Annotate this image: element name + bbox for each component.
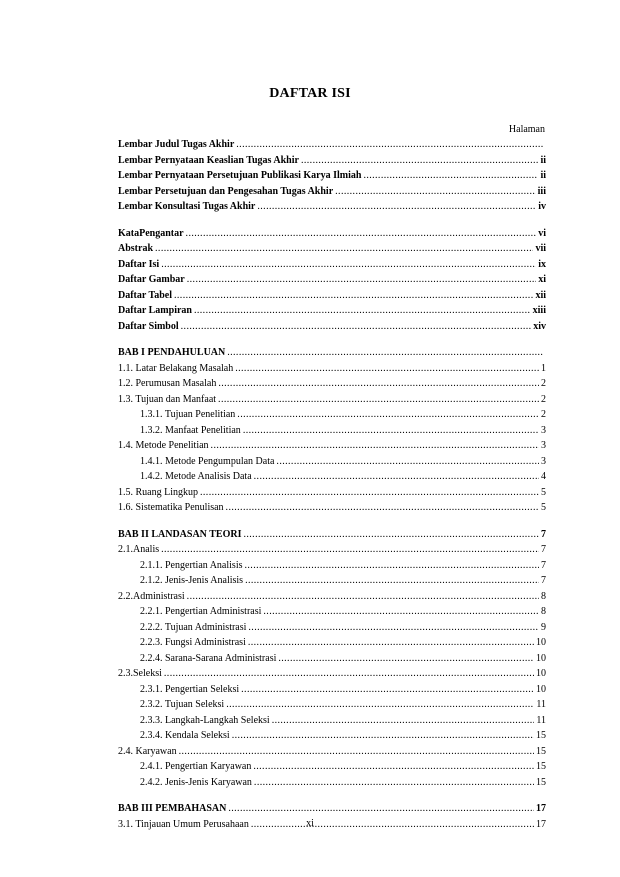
toc-entry [118, 620, 546, 636]
toc-entry [118, 257, 546, 273]
toc-entry-page: 8 [541, 606, 546, 617]
toc-entry [118, 697, 546, 713]
toc-dot-leader [164, 666, 534, 682]
toc-entry [118, 153, 546, 169]
toc-entry-page: 7 [541, 528, 546, 540]
toc-dot-leader [263, 604, 539, 620]
page-number-footer: xi [306, 818, 314, 829]
toc-entry-title: 2.4.2. Jenis-Jenis Karyawan [140, 776, 252, 788]
toc-entry [118, 184, 546, 200]
toc-entry-title: 3.1. Tinjauan Umum Perusahaan [118, 818, 249, 830]
toc-dot-leader [187, 589, 539, 605]
page-column-label: Halaman [508, 124, 545, 135]
toc-entry-page: vi [538, 227, 546, 239]
toc-entry-title: Lembar Konsultasi Tugas Akhir [118, 201, 256, 212]
toc-entry-page: 9 [541, 621, 546, 633]
toc-entry [118, 485, 546, 501]
toc-entry-page: iii [537, 185, 546, 197]
toc-entry-page: 7 [541, 544, 546, 555]
toc-entry-page: 15 [536, 745, 546, 757]
toc-entry [118, 682, 546, 698]
toc-entry-page: xiv [533, 320, 546, 332]
toc-entry [118, 392, 546, 408]
toc-entry [118, 319, 546, 335]
toc-dot-leader [276, 454, 539, 470]
toc-dot-leader [155, 241, 533, 257]
toc-entry-title: 2.3.3. Langkah-Langkah Seleksi [140, 714, 270, 726]
toc-entry-page: 15 [536, 776, 546, 788]
toc-dot-leader [218, 376, 539, 392]
toc-entry-page: 7 [541, 559, 546, 571]
toc-entry [118, 226, 546, 242]
toc-entry-title: 2.2.3. Fungsi Administrasi [140, 637, 246, 648]
toc-entry-title: KataPengantar [118, 227, 184, 239]
toc-entry [118, 651, 546, 667]
toc-entry-title: 2.3.4. Kendala Seleksi [140, 730, 230, 741]
toc-entry-page: 5 [541, 502, 546, 513]
toc-dot-leader [232, 728, 534, 744]
page-title: DAFTAR ISI [269, 86, 351, 101]
toc-dot-leader [301, 153, 538, 169]
toc-dot-leader [254, 469, 539, 485]
toc-entry-page: 10 [536, 683, 546, 695]
toc-entry-title: BAB II LANDASAN TEORI [118, 528, 242, 540]
toc-entry-page: 4 [541, 471, 546, 482]
toc-entry [118, 728, 546, 744]
toc-entry [118, 666, 546, 682]
toc-entry [118, 500, 546, 516]
toc-entry [118, 542, 546, 558]
section-gap [118, 334, 546, 345]
toc-dot-leader [257, 199, 536, 215]
toc-entry-title: 1.3.2. Manfaat Penelitian [140, 424, 241, 436]
toc-dot-leader [243, 527, 539, 543]
section-gap [118, 516, 546, 527]
toc-entry-page: 3 [541, 440, 546, 451]
toc-bab-1 [118, 345, 546, 516]
toc-entry [118, 744, 546, 760]
toc-entry-page: ii [540, 154, 546, 166]
toc-front-section-2 [118, 226, 546, 335]
table-of-contents [118, 137, 546, 832]
toc-entry [118, 713, 546, 729]
toc-entry-page: ix [538, 258, 546, 270]
toc-entry-title: 2.2.4. Sarana-Sarana Administrasi [140, 652, 277, 664]
toc-entry-title: 2.4.1. Pengertian Karyawan [140, 761, 252, 772]
toc-dot-leader [278, 651, 534, 667]
toc-entry [118, 241, 546, 257]
toc-front-section-1 [118, 137, 546, 215]
toc-entry-title: Daftar Simbol [118, 320, 179, 332]
toc-dot-leader [254, 775, 534, 791]
toc-entry [118, 527, 546, 543]
toc-dot-leader [272, 713, 535, 729]
toc-entry-page: 10 [536, 652, 546, 664]
toc-dot-leader [161, 542, 539, 558]
toc-entry [118, 573, 546, 589]
toc-entry-title: Abstrak [118, 243, 154, 254]
toc-dot-leader [226, 697, 534, 713]
toc-dot-leader [335, 184, 536, 200]
toc-dot-leader [236, 137, 544, 153]
toc-dot-leader [248, 620, 539, 636]
toc-entry-title: 2.1.Analis [118, 544, 160, 555]
toc-entry-page: 5 [541, 486, 546, 498]
toc-entry-title: 1.5. Ruang Lingkup [118, 486, 198, 498]
toc-entry [118, 345, 546, 361]
toc-bab-2 [118, 527, 546, 791]
toc-entry-title: 2.4. Karyawan [118, 745, 177, 757]
toc-entry-title: 1.2. Perumusan Masalah [118, 378, 217, 389]
toc-entry [118, 272, 546, 288]
toc-entry-title: 1.4.2. Metode Analisis Data [140, 471, 252, 482]
toc-entry-title: 1.4. Metode Penelitian [118, 440, 209, 451]
toc-dot-leader [181, 319, 532, 335]
toc-entry-title: 1.3. Tujuan dan Manfaat [118, 393, 217, 405]
toc-entry [118, 801, 546, 817]
toc-entry-title: 2.2.1. Pengertian Administrasi [140, 606, 262, 617]
toc-entry [118, 168, 546, 184]
toc-dot-leader [179, 744, 534, 760]
toc-entry-title: 1.1. Latar Belakang Masalah [118, 362, 234, 374]
toc-entry-title: 2.3.Seleksi [118, 668, 162, 679]
toc-entry-title: Lembar Judul Tugas Akhir [118, 139, 235, 150]
toc-entry-title: 2.1.1. Pengertian Analisis [140, 559, 243, 571]
toc-entry [118, 137, 546, 153]
toc-entry-page: ii [540, 170, 546, 181]
toc-dot-leader [218, 392, 539, 408]
toc-entry [118, 288, 546, 304]
toc-entry-title: Daftar Isi [118, 258, 160, 270]
toc-entry-page: 15 [536, 761, 546, 772]
toc-entry-title: Daftar Tabel [118, 289, 172, 301]
toc-entry-title: Daftar Gambar [118, 274, 185, 285]
toc-entry-title: 2.3.1. Pengertian Seleksi [140, 683, 240, 695]
toc-entry-page: xiii [532, 305, 546, 316]
toc-entry-title: 1.6. Sistematika Penulisan [118, 502, 224, 513]
toc-entry [118, 469, 546, 485]
toc-entry-title: 2.2.Administrasi [118, 590, 185, 602]
toc-entry-title: Daftar Lampiran [118, 305, 192, 316]
toc-entry-page: 1 [541, 362, 546, 374]
toc-entry-page: 2 [541, 409, 546, 420]
toc-entry-page: xii [535, 289, 546, 301]
toc-dot-leader [186, 226, 537, 242]
toc-dot-leader [363, 168, 538, 184]
toc-entry [118, 635, 546, 651]
toc-dot-leader [248, 635, 534, 651]
section-gap [118, 790, 546, 801]
toc-entry-title: BAB I PENDAHULUAN [118, 347, 226, 358]
toc-entry-title: 2.2.2. Tujuan Administrasi [140, 621, 247, 633]
toc-entry-page: 10 [536, 637, 546, 648]
toc-dot-leader [187, 272, 536, 288]
toc-dot-leader [200, 485, 539, 501]
toc-entry [118, 759, 546, 775]
toc-entry [118, 604, 546, 620]
toc-entry [118, 303, 546, 319]
toc-entry [118, 407, 546, 423]
toc-dot-leader [241, 682, 534, 698]
toc-entry [118, 438, 546, 454]
toc-dot-leader [228, 801, 534, 817]
toc-entry-title: Lembar Persetujuan dan Pengesahan Tugas Akhir [118, 185, 334, 197]
toc-entry-page: 17 [536, 818, 546, 830]
toc-entry [118, 199, 546, 215]
toc-entry-page: 11 [536, 699, 546, 710]
toc-entry-page: 11 [536, 714, 546, 726]
toc-entry-page: 3 [541, 455, 546, 467]
toc-dot-leader [253, 759, 534, 775]
toc-dot-leader [194, 303, 531, 319]
toc-entry [118, 361, 546, 377]
toc-dot-leader [245, 558, 540, 574]
toc-entry-title: 2.3.2. Tujuan Seleksi [140, 699, 225, 710]
toc-entry-title: Lembar Pernyataan Keaslian Tugas Akhir [118, 154, 299, 166]
toc-entry-title: 1.3.1. Tujuan Penelitian [140, 409, 236, 420]
toc-entry-page: 2 [541, 378, 546, 389]
toc-entry [118, 376, 546, 392]
toc-entry-page: 10 [536, 668, 546, 679]
toc-entry-page: iv [538, 201, 546, 212]
toc-entry-title: 2.1.2. Jenis-Jenis Analisis [140, 575, 244, 586]
toc-entry [118, 454, 546, 470]
toc-entry-page: 8 [541, 590, 546, 602]
toc-entry-page: 15 [536, 730, 546, 741]
toc-dot-leader [237, 407, 539, 423]
toc-dot-leader [174, 288, 533, 304]
toc-entry-page: xi [538, 274, 546, 285]
toc-dot-leader [245, 573, 539, 589]
toc-dot-leader [226, 500, 539, 516]
section-gap [118, 215, 546, 226]
toc-entry-title: 1.4.1. Metode Pengumpulan Data [140, 455, 275, 467]
toc-dot-leader [227, 345, 544, 361]
toc-entry [118, 589, 546, 605]
toc-entry-page: 17 [536, 803, 546, 814]
toc-entry [118, 558, 546, 574]
toc-dot-leader [235, 361, 539, 377]
toc-entry [118, 423, 546, 439]
toc-entry-page: vii [535, 243, 546, 254]
toc-entry [118, 775, 546, 791]
toc-entry-title: BAB III PEMBAHASAN [118, 803, 227, 814]
toc-entry-page: 7 [541, 575, 546, 586]
toc-entry-title: Lembar Pernyataan Persetujuan Publikasi Karya Ilmiah [118, 170, 362, 181]
toc-entry-page: 3 [541, 424, 546, 436]
toc-entry-page: 2 [541, 393, 546, 405]
toc-dot-leader [243, 423, 539, 439]
toc-dot-leader [161, 257, 536, 273]
toc-dot-leader [211, 438, 539, 454]
